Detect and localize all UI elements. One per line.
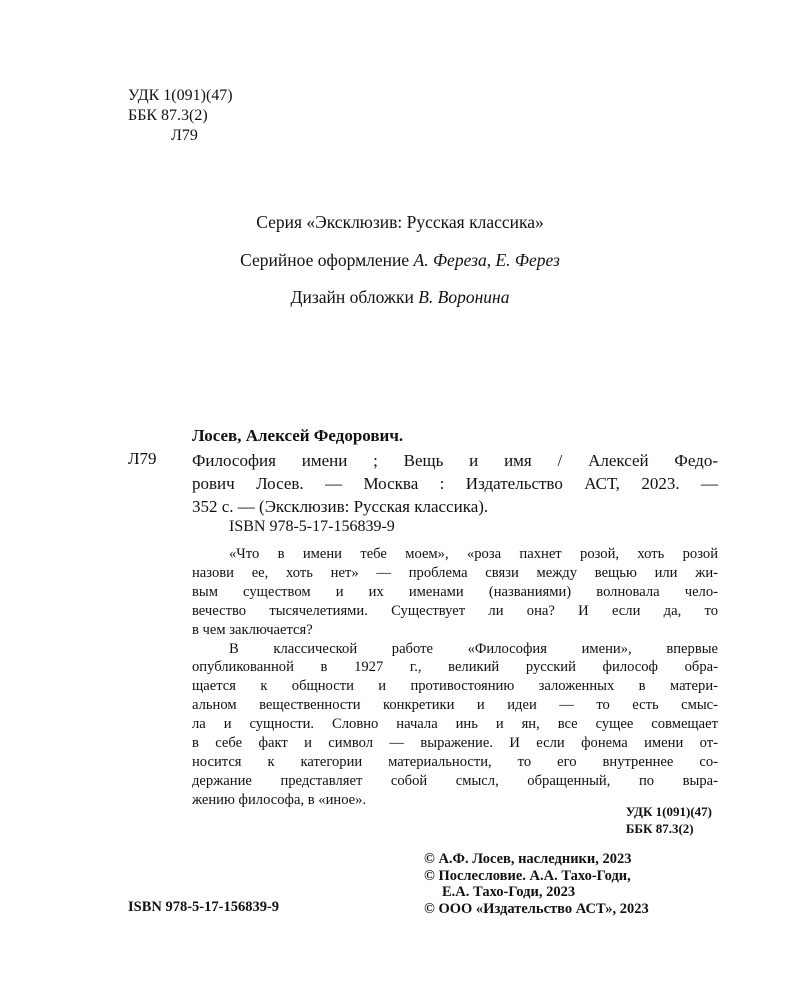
copyright-line: © Послесловие. А.А. Тахо-Годи, xyxy=(424,867,631,884)
cover-design-line xyxy=(0,287,800,308)
abstract-line: в чем заключается? xyxy=(192,621,313,638)
bbk-code: ББК 87.3(2) xyxy=(128,107,208,124)
footer-isbn: ISBN 978-5-17-156839-9 xyxy=(128,899,280,915)
abstract-line: вым существом и их именами (названиями) волновала чело- xyxy=(192,583,718,600)
abstract-line: В классической работе «Философия имени», впервые xyxy=(229,640,718,657)
udk-code: УДК 1(091)(47) xyxy=(128,87,233,104)
abstract-line: «Что в имени тебе моем», «роза пахнет розой, хоть розой xyxy=(229,546,718,562)
bibliographic-description xyxy=(192,449,718,518)
abstract-line: альном вещественности конкретики и идеи — то есть смыс- xyxy=(192,697,718,714)
author-mark: Л79 xyxy=(171,127,198,144)
isbn-line: ISBN 978-5-17-156839-9 xyxy=(229,518,395,535)
series-design-label: Серийное оформление xyxy=(240,250,414,270)
biblio-line: 352 с. — (Эксклюзив: Русская классика). xyxy=(192,497,489,516)
cover-design-name: В. Воронина xyxy=(418,287,510,307)
abstract-line: ла и сущности. Словно начала инь и ян, все сущее совмещает xyxy=(192,716,718,733)
cover-design-label: Дизайн обложки xyxy=(290,287,419,307)
abstract-line: жению философа, в «иное». xyxy=(192,791,367,808)
footer-udk: УДК 1(091)(47) xyxy=(625,804,712,819)
abstract-line: опубликованной в 1927 г., великий русский философ обра- xyxy=(192,659,718,676)
series-design-names: А. Фереза, Е. Ферез xyxy=(413,250,560,270)
footer-bbk: ББК 87.3(2) xyxy=(625,821,694,836)
biblio-line: Философия имени ; Вещь и имя / Алексей Федо- xyxy=(192,451,718,470)
abstract-line: в себе факт и символ — выражение. И если фонема имени от- xyxy=(192,735,718,752)
copyright-line: Е.А. Тахо-Годи, 2023 xyxy=(442,884,576,900)
abstract-line: назови ее, хоть нет» — проблема связи между вещью или жи- xyxy=(192,564,718,581)
abstract-line: вечество тысячелетиями. Существует ли она? И если да, то xyxy=(192,602,718,619)
bibliographic-mark: Л79 xyxy=(128,449,157,468)
abstract-line: щается к общности и противостоянию заложенных в матери- xyxy=(192,678,718,695)
series-line: Серия «Эксклюзив: Русская классика» xyxy=(256,212,544,232)
biblio-line: рович Лосев. — Москва : Издательство АСТ, 2023. — xyxy=(192,474,718,493)
series-design-line xyxy=(0,250,800,271)
abstract-line: держание представляет собой смысл, обращенный, по выра- xyxy=(192,772,718,789)
abstract-text xyxy=(192,545,718,810)
copyright-block xyxy=(424,851,649,917)
classification-block xyxy=(128,86,233,146)
abstract-line: носится к категории материальности, то его внутреннее со- xyxy=(192,753,718,770)
footer-classification xyxy=(626,803,712,837)
copyright-line: © ООО «Издательство АСТ», 2023 xyxy=(424,900,649,917)
author-heading: Лосев, Алексей Федорович. xyxy=(192,426,404,445)
copyright-line: © А.Ф. Лосев, наследники, 2023 xyxy=(424,851,632,867)
